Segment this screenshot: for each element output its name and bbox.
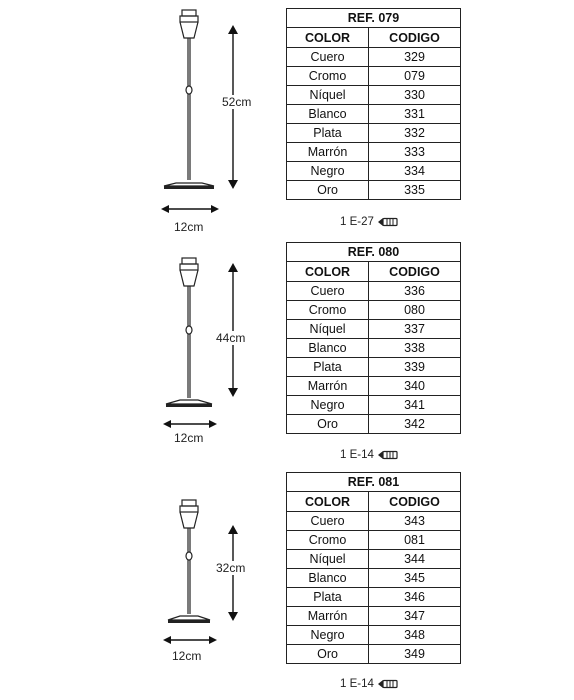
height-arrow [226, 262, 240, 398]
table-row [287, 282, 461, 301]
table-row [287, 124, 461, 143]
color-cell: Cuero [287, 282, 369, 301]
table-row [287, 143, 461, 162]
ref-table-081 [286, 472, 461, 664]
width-label: 12cm [174, 431, 204, 445]
code-cell: 343 [369, 512, 461, 531]
code-cell: 334 [369, 162, 461, 181]
col-code-header: CODIGO [369, 492, 461, 512]
bulb-spec [340, 678, 399, 690]
table-row [287, 626, 461, 645]
color-cell: Plata [287, 588, 369, 607]
bulb-label: 1 E-14 [340, 678, 374, 690]
code-cell: 337 [369, 320, 461, 339]
code-cell: 079 [369, 67, 461, 86]
table-row [287, 339, 461, 358]
color-cell: Níquel [287, 550, 369, 569]
color-cell: Negro [287, 626, 369, 645]
bulb-spec [340, 216, 399, 228]
table-row [287, 531, 461, 550]
code-cell: 333 [369, 143, 461, 162]
table-row [287, 67, 461, 86]
bulb-label: 1 E-14 [340, 449, 374, 461]
code-cell: 338 [369, 339, 461, 358]
code-cell: 347 [369, 607, 461, 626]
height-label: 32cm [216, 561, 246, 575]
table-row [287, 162, 461, 181]
table-row [287, 569, 461, 588]
color-cell: Oro [287, 415, 369, 434]
color-cell: Níquel [287, 86, 369, 105]
width-arrow [162, 634, 218, 646]
code-cell: 349 [369, 645, 461, 664]
code-cell: 341 [369, 396, 461, 415]
color-cell: Plata [287, 124, 369, 143]
table-row [287, 48, 461, 67]
code-cell: 344 [369, 550, 461, 569]
ref-title: REF. 081 [287, 473, 461, 492]
table-row [287, 181, 461, 200]
bulb-spec [340, 449, 399, 461]
table-row [287, 512, 461, 531]
color-cell: Oro [287, 645, 369, 664]
ref-table-079 [286, 8, 461, 200]
color-cell: Blanco [287, 339, 369, 358]
color-cell: Níquel [287, 320, 369, 339]
height-label: 44cm [216, 331, 246, 345]
col-color-header: COLOR [287, 492, 369, 512]
code-cell: 332 [369, 124, 461, 143]
code-cell: 081 [369, 531, 461, 550]
code-cell: 329 [369, 48, 461, 67]
width-label: 12cm [174, 220, 204, 234]
color-cell: Negro [287, 162, 369, 181]
color-cell: Cuero [287, 48, 369, 67]
plug-icon [377, 679, 399, 689]
width-arrow [160, 203, 220, 215]
color-cell: Plata [287, 358, 369, 377]
table-row [287, 301, 461, 320]
plug-icon [377, 217, 399, 227]
code-cell: 080 [369, 301, 461, 320]
table-row [287, 415, 461, 434]
code-cell: 339 [369, 358, 461, 377]
code-cell: 331 [369, 105, 461, 124]
ref-title: REF. 080 [287, 243, 461, 262]
width-label: 12cm [172, 649, 202, 663]
table-row [287, 550, 461, 569]
table-row [287, 588, 461, 607]
color-cell: Blanco [287, 105, 369, 124]
ref-title: REF. 079 [287, 9, 461, 28]
col-code-header: CODIGO [369, 262, 461, 282]
col-code-header: CODIGO [369, 28, 461, 48]
table-row [287, 645, 461, 664]
height-label: 52cm [222, 95, 252, 109]
table-row [287, 320, 461, 339]
bulb-label: 1 E-27 [340, 216, 374, 228]
code-cell: 346 [369, 588, 461, 607]
plug-icon [377, 450, 399, 460]
code-cell: 342 [369, 415, 461, 434]
col-color-header: COLOR [287, 28, 369, 48]
table-row [287, 86, 461, 105]
color-cell: Marrón [287, 377, 369, 396]
code-cell: 340 [369, 377, 461, 396]
code-cell: 336 [369, 282, 461, 301]
table-row [287, 607, 461, 626]
width-arrow [162, 418, 218, 430]
color-cell: Cromo [287, 67, 369, 86]
col-color-header: COLOR [287, 262, 369, 282]
table-row [287, 396, 461, 415]
code-cell: 335 [369, 181, 461, 200]
color-cell: Cuero [287, 512, 369, 531]
code-cell: 330 [369, 86, 461, 105]
table-row [287, 358, 461, 377]
color-cell: Blanco [287, 569, 369, 588]
color-cell: Marrón [287, 143, 369, 162]
color-cell: Cromo [287, 531, 369, 550]
color-cell: Cromo [287, 301, 369, 320]
code-cell: 345 [369, 569, 461, 588]
ref-table-080 [286, 242, 461, 434]
color-cell: Negro [287, 396, 369, 415]
color-cell: Marrón [287, 607, 369, 626]
color-cell: Oro [287, 181, 369, 200]
code-cell: 348 [369, 626, 461, 645]
table-row [287, 377, 461, 396]
table-row [287, 105, 461, 124]
